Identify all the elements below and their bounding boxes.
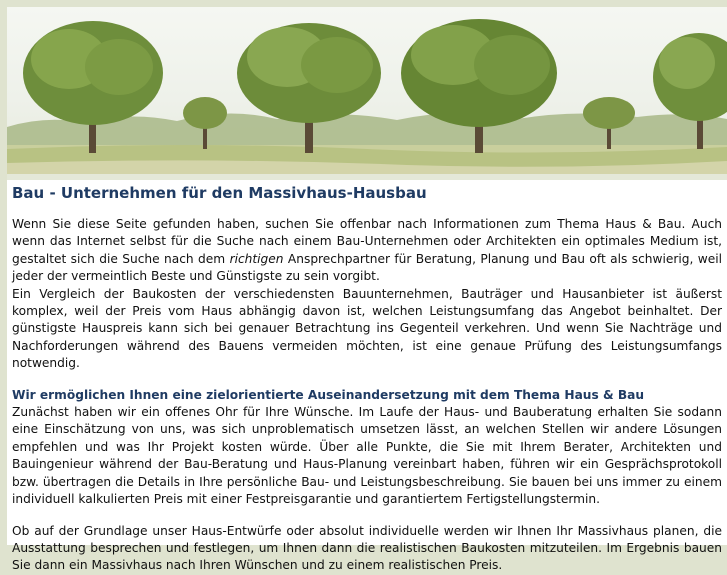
intro-paragraph xyxy=(12,216,722,286)
intro-emphasis: richtigen xyxy=(229,251,284,266)
consulting-paragraph: Zunächst haben wir ein offenes Ohr für Ihre Wünsche. Im Laufe der Haus- und Bauberatung erhalten Sie sodann eine Einschätzung von uns, was sich unproblematisch umsetzen lässt, an welchen Stellen wir andere Lösungen empfehlen und was Ihr Projekt kosten würde. Über alle Punkte, die Sie mit Ihrem Berater, Architekten und Bauingenieur während der Bau-Beratung und Haus-Planung vereinbart haben, führen wir ein Gesprächsprotokoll bzw. übertragen die Details in Ihre persönliche Bau- und Leistungsbeschreibung. Sie bauen bei uns immer zu einem individuell kalkulierten Preis mit einer Festpreisgarantie und garantiertem Fertigstellungstermin. xyxy=(12,405,722,507)
planning-paragraph: Ob auf der Grundlage unser Haus-Entwürfe oder absolut individuelle werden wir Ihnen Ihr Massivhaus planen, die Ausstattung besprechen und festlegen, um Ihnen dann die realistischen Baukosten mitzuteilen. Im Ergebnis bauen Sie dann ein Massivhaus nach Ihren Wünschen und zu einem realistischen Preis. xyxy=(12,523,722,573)
main-content xyxy=(12,183,722,575)
spacer xyxy=(12,509,722,523)
meadow-trees-illustration xyxy=(7,7,727,174)
cost-comparison-paragraph: Ein Vergleich der Baukosten der verschiedensten Bauunternehmen, Bauträger und Hausanbieter ist äußerst komplex, weil der Preis vom Haus abhängig davon ist, welchen Leistungsumfang das Angebot beinhaltet. Der günstigste Hauspreis kann sich bei genauer Betrachtung ins Gegenteil verkehren. Und wenn Sie Nachträge und Nachforderungen während des Bauens vermeiden möchten, ist eine genaue Prüfung des Leistungsumfangs notwendig. xyxy=(12,286,722,371)
banner-divider xyxy=(7,174,727,180)
page-title: Bau - Unternehmen für den Massivhaus-Hausbau xyxy=(12,184,427,202)
section-subheading: Wir ermöglichen Ihnen eine zielorientierte Auseinandersetzung mit dem Thema Haus & Bau xyxy=(12,387,645,402)
intro-text-continued: Ansprechpartner für Beratung, Planung und Bau oft als schwierig, weil jeder der vermeintlich Beste und Günstigste zu sein vorgibt. xyxy=(12,251,722,284)
spacer xyxy=(12,373,722,387)
page-container xyxy=(7,7,727,573)
intro-text: Wenn Sie diese Seite gefunden haben, suchen Sie offenbar nach Informationen zum Thema Haus & Bau. Auch wenn das Internet selbst für die Suche nach einem Bau-Unternehmen oder Architekten ein optimales Medium ist, gestaltet sich die Suche nach dem xyxy=(12,217,722,266)
header-banner-trees xyxy=(7,7,727,174)
